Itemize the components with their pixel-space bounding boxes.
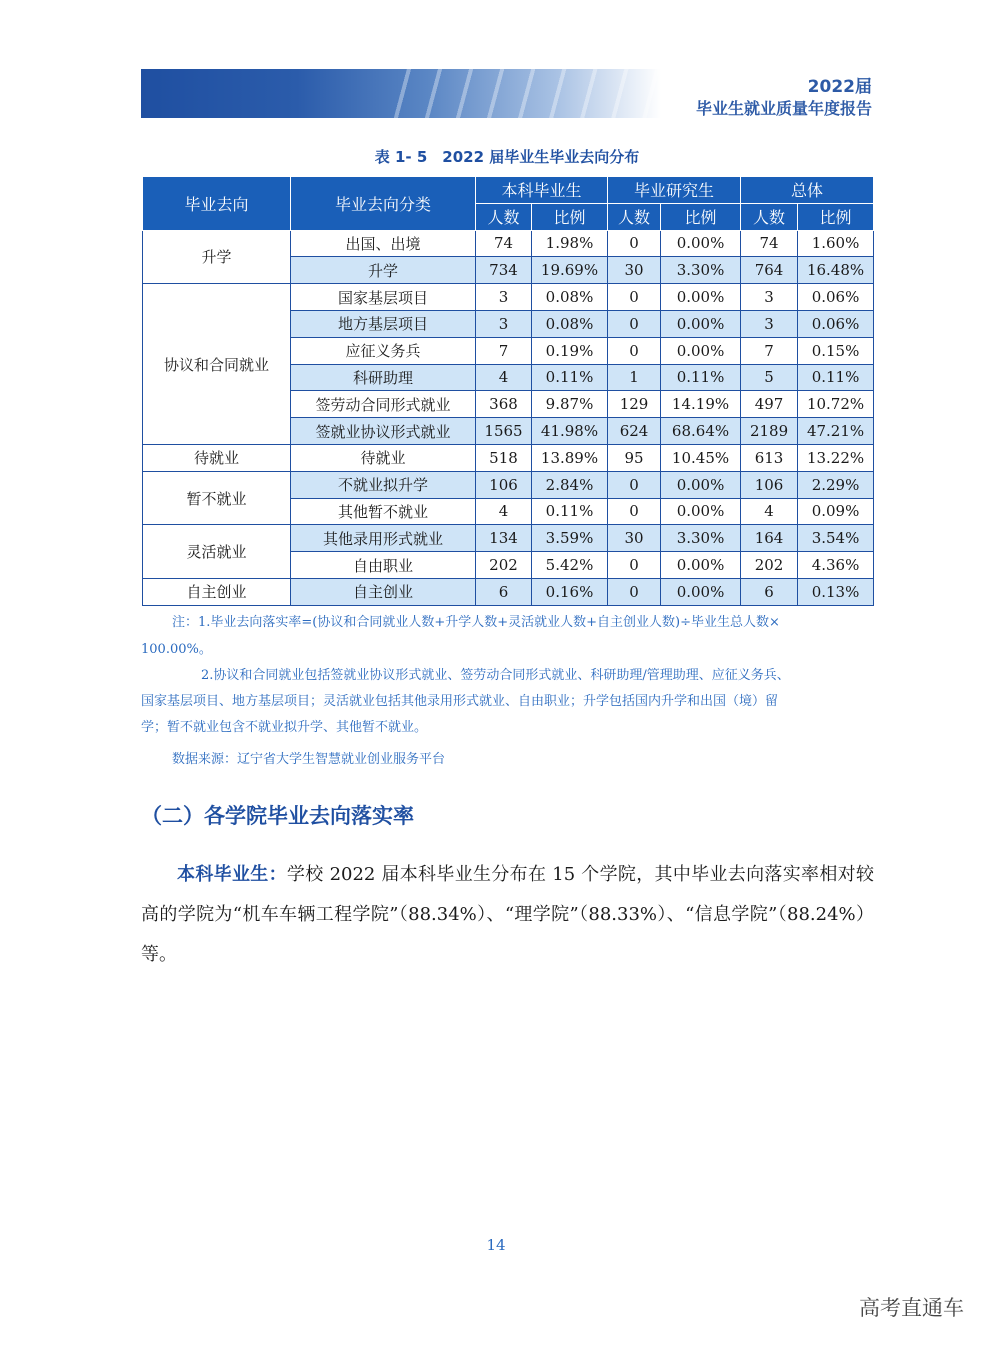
header-banner-stripes bbox=[380, 69, 670, 118]
category-cell: 其他录用形式就业 bbox=[291, 525, 476, 552]
watermark-text: 高考直通车 bbox=[859, 1296, 964, 1320]
table-cell: 6 bbox=[476, 578, 532, 605]
table-cell: 2189 bbox=[741, 418, 798, 445]
table-cell: 0.08% bbox=[532, 284, 608, 311]
category-cell: 自主创业 bbox=[291, 578, 476, 605]
table-cell: 0.00% bbox=[661, 230, 741, 257]
category-cell: 签劳动合同形式就业 bbox=[291, 391, 476, 418]
table-cell: 1.60% bbox=[798, 230, 874, 257]
table-cell: 0.06% bbox=[798, 310, 874, 337]
table-cell: 202 bbox=[741, 552, 798, 579]
category-cell: 应征义务兵 bbox=[291, 337, 476, 364]
category-cell: 待就业 bbox=[291, 444, 476, 471]
category-cell: 出国、出境 bbox=[291, 230, 476, 257]
table-cell: 19.69% bbox=[532, 257, 608, 284]
table-cell: 0 bbox=[608, 337, 661, 364]
note-2-line-3: 学；暂不就业包含不就业拟升学、其他暂不就业。 bbox=[141, 720, 428, 735]
table-cell: 0.11% bbox=[532, 364, 608, 391]
table-cell: 0.16% bbox=[532, 578, 608, 605]
body-paragraph bbox=[141, 855, 874, 975]
header-year: 2022届 bbox=[807, 77, 872, 97]
table-row bbox=[143, 284, 874, 311]
table-cell: 3 bbox=[741, 284, 798, 311]
table-cell: 10.72% bbox=[798, 391, 874, 418]
table-cell: 2.29% bbox=[798, 471, 874, 498]
table-cell: 0.11% bbox=[532, 498, 608, 525]
group-cell: 升学 bbox=[143, 230, 291, 284]
table-cell: 6 bbox=[741, 578, 798, 605]
table-cell: 10.45% bbox=[661, 444, 741, 471]
table-cell: 0.11% bbox=[661, 364, 741, 391]
table-cell: 0.00% bbox=[661, 310, 741, 337]
table-cell: 1 bbox=[608, 364, 661, 391]
table-cell: 624 bbox=[608, 418, 661, 445]
note-2-line-1: 2.协议和合同就业包括签就业协议形式就业、签劳动合同形式就业、科研助理/管理助理、应征义务兵、 bbox=[201, 668, 790, 683]
table-cell: 3 bbox=[741, 310, 798, 337]
table-cell: 7 bbox=[476, 337, 532, 364]
table-cell: 497 bbox=[741, 391, 798, 418]
col-header-ratio: 比例 bbox=[532, 203, 608, 230]
category-cell: 科研助理 bbox=[291, 364, 476, 391]
table-cell: 3.30% bbox=[661, 525, 741, 552]
header-title: 毕业生就业质量年度报告 bbox=[695, 99, 872, 118]
table-cell: 5 bbox=[741, 364, 798, 391]
table-cell: 0.19% bbox=[532, 337, 608, 364]
page-number: 14 bbox=[486, 1236, 506, 1254]
table-cell: 0.06% bbox=[798, 284, 874, 311]
table-cell: 0.09% bbox=[798, 498, 874, 525]
table-row bbox=[143, 230, 874, 257]
col-header-postgrad: 毕业研究生 bbox=[608, 177, 741, 204]
table-cell: 74 bbox=[741, 230, 798, 257]
table-cell: 764 bbox=[741, 257, 798, 284]
table-cell: 3.54% bbox=[798, 525, 874, 552]
table-cell: 4 bbox=[741, 498, 798, 525]
table-cell: 518 bbox=[476, 444, 532, 471]
table-cell: 0.00% bbox=[661, 337, 741, 364]
col-header-undergrad: 本科毕业生 bbox=[476, 177, 608, 204]
group-cell: 灵活就业 bbox=[143, 525, 291, 579]
table-cell: 0.08% bbox=[532, 310, 608, 337]
note-1-line-1: 注：1.毕业去向落实率=(协议和合同就业人数+升学人数+灵活就业人数+自主创业人数)÷毕业生总人数× bbox=[172, 615, 780, 630]
table-cell: 3 bbox=[476, 284, 532, 311]
section-title: （二）各学院毕业去向落实率 bbox=[141, 804, 414, 828]
table-row bbox=[143, 471, 874, 498]
table-cell: 0 bbox=[608, 498, 661, 525]
group-cell: 待就业 bbox=[143, 444, 291, 471]
table-cell: 0 bbox=[608, 310, 661, 337]
table-row bbox=[143, 525, 874, 552]
table-caption: 表 1- 5 2022 届毕业生毕业去向分布 bbox=[374, 148, 640, 166]
category-cell: 升学 bbox=[291, 257, 476, 284]
category-cell: 国家基层项目 bbox=[291, 284, 476, 311]
table-cell: 30 bbox=[608, 525, 661, 552]
table-cell: 30 bbox=[608, 257, 661, 284]
table-cell: 0.00% bbox=[661, 471, 741, 498]
category-cell: 地方基层项目 bbox=[291, 310, 476, 337]
col-header-ratio: 比例 bbox=[798, 203, 874, 230]
table-cell: 3.59% bbox=[532, 525, 608, 552]
table-cell: 202 bbox=[476, 552, 532, 579]
table-cell: 0.00% bbox=[661, 498, 741, 525]
table-cell: 613 bbox=[741, 444, 798, 471]
col-header-category: 毕业去向分类 bbox=[291, 177, 476, 231]
table-cell: 0 bbox=[608, 230, 661, 257]
table-cell: 4 bbox=[476, 498, 532, 525]
table-cell: 0.15% bbox=[798, 337, 874, 364]
table-cell: 164 bbox=[741, 525, 798, 552]
table-cell: 0.11% bbox=[798, 364, 874, 391]
category-cell: 自由职业 bbox=[291, 552, 476, 579]
paragraph-text: 学校 2022 届本科毕业生分布在 15 个学院，其中毕业去向落实率相对较高的学院为“机车车辆工程学院”（88.34%）、“理学院”（88.33%）、“信息学院”（88.24%）等。 bbox=[141, 864, 874, 965]
table-cell: 41.98% bbox=[532, 418, 608, 445]
table-cell: 7 bbox=[741, 337, 798, 364]
note-1-line-2: 100.00%。 bbox=[141, 642, 212, 657]
table-cell: 1565 bbox=[476, 418, 532, 445]
table-cell: 0 bbox=[608, 471, 661, 498]
table-cell: 3.30% bbox=[661, 257, 741, 284]
table-cell: 14.19% bbox=[661, 391, 741, 418]
table-cell: 3 bbox=[476, 310, 532, 337]
table-cell: 368 bbox=[476, 391, 532, 418]
table-cell: 9.87% bbox=[532, 391, 608, 418]
table-cell: 0 bbox=[608, 578, 661, 605]
table-cell: 0.00% bbox=[661, 284, 741, 311]
table-cell: 4 bbox=[476, 364, 532, 391]
table-cell: 0.00% bbox=[661, 578, 741, 605]
group-cell: 协议和合同就业 bbox=[143, 284, 291, 445]
category-cell: 签就业协议形式就业 bbox=[291, 418, 476, 445]
col-header-direction: 毕业去向 bbox=[143, 177, 291, 231]
destination-table bbox=[142, 176, 874, 606]
col-header-count: 人数 bbox=[741, 203, 798, 230]
table-cell: 0 bbox=[608, 284, 661, 311]
col-header-count: 人数 bbox=[476, 203, 532, 230]
table-cell: 68.64% bbox=[661, 418, 741, 445]
table-cell: 95 bbox=[608, 444, 661, 471]
table-cell: 0 bbox=[608, 552, 661, 579]
note-2-line-2: 国家基层项目、地方基层项目；灵活就业包括其他录用形式就业、自由职业；升学包括国内升学和出国（境）留 bbox=[141, 694, 779, 709]
table-cell: 16.48% bbox=[798, 257, 874, 284]
paragraph-label: 本科毕业生： bbox=[177, 864, 287, 885]
table-cell: 4.36% bbox=[798, 552, 874, 579]
table-cell: 1.98% bbox=[532, 230, 608, 257]
table-cell: 13.22% bbox=[798, 444, 874, 471]
table-cell: 0.13% bbox=[798, 578, 874, 605]
table-cell: 0.00% bbox=[661, 552, 741, 579]
table-cell: 106 bbox=[476, 471, 532, 498]
table-cell: 74 bbox=[476, 230, 532, 257]
category-cell: 不就业拟升学 bbox=[291, 471, 476, 498]
col-header-count: 人数 bbox=[608, 203, 661, 230]
table-cell: 106 bbox=[741, 471, 798, 498]
table-cell: 5.42% bbox=[532, 552, 608, 579]
data-source: 数据来源：辽宁省大学生智慧就业创业服务平台 bbox=[172, 752, 446, 767]
category-cell: 其他暂不就业 bbox=[291, 498, 476, 525]
table-cell: 734 bbox=[476, 257, 532, 284]
group-cell: 暂不就业 bbox=[143, 471, 291, 525]
table-cell: 2.84% bbox=[532, 471, 608, 498]
col-header-total: 总体 bbox=[741, 177, 874, 204]
table-cell: 47.21% bbox=[798, 418, 874, 445]
table-cell: 129 bbox=[608, 391, 661, 418]
col-header-ratio: 比例 bbox=[661, 203, 741, 230]
table-row bbox=[143, 444, 874, 471]
group-cell: 自主创业 bbox=[143, 578, 291, 605]
table-cell: 13.89% bbox=[532, 444, 608, 471]
table-cell: 134 bbox=[476, 525, 532, 552]
table-row bbox=[143, 578, 874, 605]
